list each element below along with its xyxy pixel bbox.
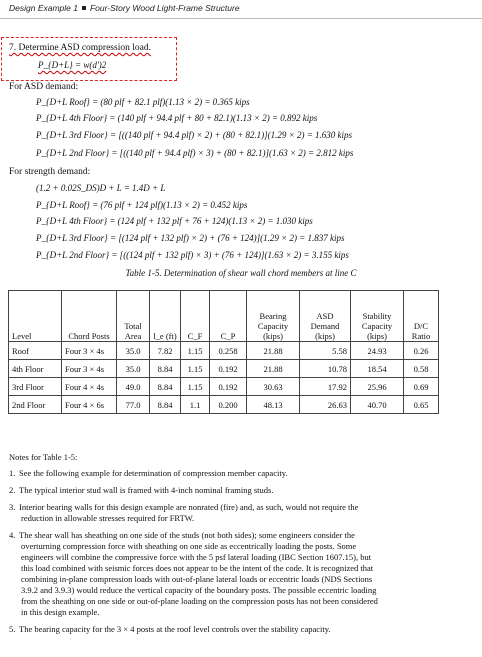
col-bearing: Bearing Capacity (kips) — [247, 291, 300, 342]
note-text: The typical interior stud wall is framed with 4-inch nominal framing studs. — [19, 485, 274, 495]
cell: 5.58 — [300, 342, 351, 360]
running-header — [9, 3, 240, 13]
header-right: Four-Story Wood Light-Frame Structure — [89, 3, 240, 13]
cell: 0.192 — [210, 378, 247, 396]
table-row — [9, 342, 439, 360]
note-4-cont: 3.9.2 and 3.9.3) would reduce the vertical capacity of the boundary posts. The possible eccentric loading — [21, 585, 377, 595]
note-number: 3. — [9, 502, 16, 512]
cell: Four 3 × 4s — [62, 342, 117, 360]
note-number: 4. — [9, 530, 16, 540]
note-3 — [9, 502, 358, 513]
note-4-cont: this load combined with seismic forces does not appear to be the intent of the code. It is recognized that — [21, 563, 374, 573]
cell: 0.65 — [404, 396, 439, 414]
strength-line-3rd: P_{D+L 3rd Floor} = [(124 plf + 132 plf) × 2) + (76 + 124)](1.29 × 2) = 1.837 kips — [36, 233, 345, 243]
cell: 1.1 — [181, 396, 210, 414]
cell: 7.82 — [150, 342, 181, 360]
cell: 0.69 — [404, 378, 439, 396]
cell: 0.258 — [210, 342, 247, 360]
step-formula: P_{D+L} = w(d')2 — [38, 60, 107, 70]
col-le: l_e (ft) — [150, 291, 181, 342]
cell: 25.96 — [351, 378, 404, 396]
strength-line-4th: P_{D+L 4th Floor} = (124 plf + 132 plf + 76 + 124)(1.13 × 2) = 1.030 kips — [36, 216, 313, 226]
col-chord-posts: Chord Posts — [62, 291, 117, 342]
asd-line-3rd: P_{D+L 3rd Floor} = [((140 plf + 94.4 plf) × 2) + (80 + 82.1)](1.29 × 2) = 1.630 kips — [36, 130, 353, 140]
table-header-row — [9, 291, 439, 342]
col-level: Level — [9, 291, 62, 342]
cell: 8.84 — [150, 378, 181, 396]
cell: Four 4 × 6s — [62, 396, 117, 414]
note-3-cont: reduction in allowable stresses required for FRTW. — [21, 513, 195, 523]
chord-table — [8, 290, 439, 414]
cell: 24.93 — [351, 342, 404, 360]
col-total-area: Total Area — [117, 291, 150, 342]
cell: 35.0 — [117, 360, 150, 378]
col-stability: Stability Capacity (kips) — [351, 291, 404, 342]
cell: 1.15 — [181, 342, 210, 360]
note-text: Interior bearing walls for this design example are nonrated (fire) and, as such, would not require the — [19, 502, 359, 512]
cell: 2nd Floor — [9, 396, 62, 414]
cell: 21.88 — [247, 342, 300, 360]
strength-heading: For strength demand: — [9, 167, 91, 177]
strength-combo: (1.2 + 0.02S_DS)D + L = 1.4D + L — [36, 183, 166, 193]
table-row — [9, 378, 439, 396]
col-cp: C_P — [210, 291, 247, 342]
cell: 1.15 — [181, 378, 210, 396]
note-number: 1. — [9, 468, 16, 478]
col-dc: D/C Ratio — [404, 291, 439, 342]
note-4 — [9, 530, 355, 541]
note-5 — [9, 624, 331, 635]
note-text: The shear wall has sheathing on one side of the studs (not both sides); some engineers consider the — [19, 530, 355, 540]
note-text: The bearing capacity for the 3 × 4 posts at the roof level controls over the stability capacity. — [19, 624, 331, 634]
asd-heading: For ASD demand: — [9, 82, 79, 92]
note-4-cont: from the sheathing on one side or out-of-plane loading on the compression posts has not been considered — [21, 596, 378, 606]
note-4-cont: engineers will combine the compressive force with the 5 psf lateral loading (IBC Section 1607.15), but — [21, 552, 372, 562]
cell: 0.192 — [210, 360, 247, 378]
note-text: See the following example for determination of compression member capacity. — [19, 468, 288, 478]
table-row — [9, 360, 439, 378]
note-4-cont: in this design example. — [21, 607, 100, 617]
table-caption: Table 1-5. Determination of shear wall chord members at line C — [125, 268, 357, 278]
cell: Four 4 × 4s — [62, 378, 117, 396]
cell: 0.58 — [404, 360, 439, 378]
cell: 77.0 — [117, 396, 150, 414]
step-title: 7. Determine ASD compression load. — [9, 43, 151, 53]
cell: 21.88 — [247, 360, 300, 378]
header-left: Design Example 1 — [9, 3, 78, 13]
cell: 0.200 — [210, 396, 247, 414]
cell: 30.63 — [247, 378, 300, 396]
note-4-cont: overturning compression force with sheathing on one side as eccentrically loading the posts. Some — [21, 541, 357, 551]
asd-line-4th: P_{D+L 4th Floor} = (140 plf + 94.4 plf + 80 + 82.1)(1.13 × 2) = 0.892 kips — [36, 113, 318, 123]
cell: Four 3 × 4s — [62, 360, 117, 378]
cell: 4th Floor — [9, 360, 62, 378]
note-4-cont: combining in-plane compression loads with out-of-plane lateral loads or eccentric loads (NDS Sections — [21, 574, 373, 584]
asd-line-roof: P_{D+L Roof} = (80 plf + 82.1 plf)(1.13 × 2) = 0.365 kips — [36, 97, 250, 107]
notes-heading: Notes for Table 1-5: — [9, 452, 78, 462]
cell: 17.92 — [300, 378, 351, 396]
header-rule — [0, 18, 482, 19]
cell: 8.84 — [150, 396, 181, 414]
bullet-square-icon — [82, 6, 86, 10]
cell: 10.78 — [300, 360, 351, 378]
cell: 18.54 — [351, 360, 404, 378]
cell: 0.26 — [404, 342, 439, 360]
cell: 1.15 — [181, 360, 210, 378]
note-number: 5. — [9, 624, 16, 634]
col-cf: C_F — [181, 291, 210, 342]
asd-line-2nd: P_{D+L 2nd Floor} = [((140 plf + 94.4 plf) × 3) + (80 + 82.1)](1.63 × 2) = 2.812 kips — [36, 148, 354, 158]
cell: Roof — [9, 342, 62, 360]
strength-line-2nd: P_{D+L 2nd Floor} = [((124 plf + 132 plf) × 3) + (76 + 124)](1.63 × 2) = 3.155 kips — [36, 250, 349, 260]
cell: 35.0 — [117, 342, 150, 360]
cell: 3rd Floor — [9, 378, 62, 396]
cell: 48.13 — [247, 396, 300, 414]
cell: 40.70 — [351, 396, 404, 414]
cell: 49.0 — [117, 378, 150, 396]
strength-line-roof: P_{D+L Roof} = (76 plf + 124 plf)(1.13 × 2) = 0.452 kips — [36, 200, 248, 210]
cell: 8.84 — [150, 360, 181, 378]
note-number: 2. — [9, 485, 16, 495]
col-asd: ASD Demand (kips) — [300, 291, 351, 342]
cell: 26.63 — [300, 396, 351, 414]
note-1 — [9, 468, 288, 479]
note-2 — [9, 485, 273, 496]
table-row — [9, 396, 439, 414]
